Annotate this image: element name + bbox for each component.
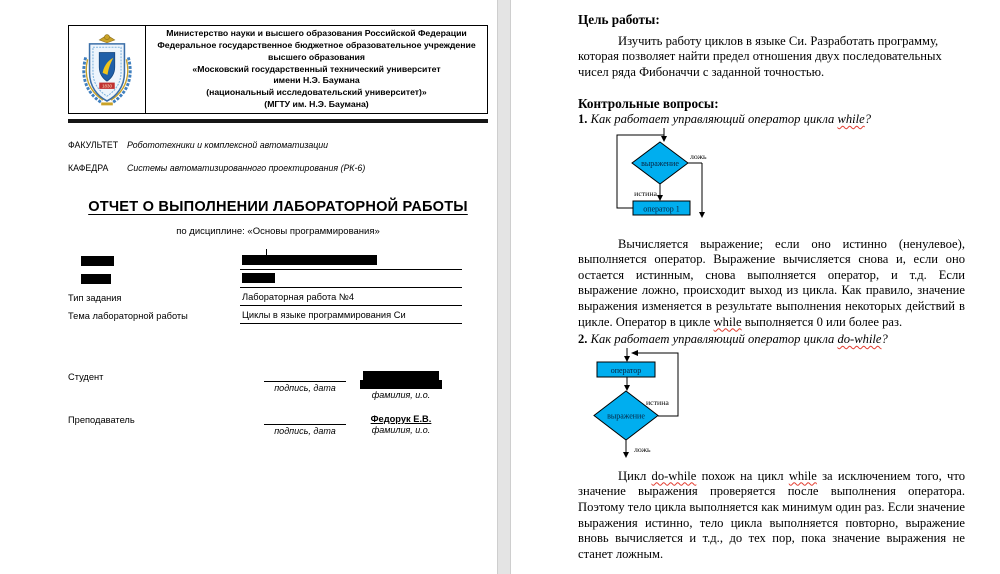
- signature-line-column: [260, 370, 350, 400]
- arrowhead: [661, 136, 667, 142]
- header-line: «Московский государственный технический университет: [192, 63, 441, 74]
- university-header-text: [146, 26, 487, 113]
- field-label: Тип задания: [68, 293, 122, 303]
- signature-caption: подпись, дата: [274, 383, 336, 393]
- signature-line: [264, 370, 346, 382]
- signature-caption: подпись, дата: [274, 426, 336, 436]
- redaction-bar: [363, 371, 439, 380]
- false-label: ложь: [634, 444, 651, 454]
- false-label: ложь: [690, 151, 707, 161]
- goal-paragraph: Изучить работу циклов в языке Си. Разработать программу, которая позволяет найти предел отношения двух последовательных чисел ряда Фибоначчи с заданной точностью.: [578, 33, 942, 79]
- answer-2-paragraph: Цикл do-while похож на цикл while за исключением того, что значение выражения проверяется после выполнения оператора. Поэтому тело цикла выполняется как минимум один раз. Если значение выражения истинно, тело цикла выполняется повторно, выражение вновь вычисляется и т.д., до тех пор, пока значение выражения не станет ложным.: [578, 468, 965, 561]
- true-label: истина: [646, 397, 669, 407]
- assignment-fields-table: [68, 252, 488, 324]
- field-value: Циклы в языке программирования Си: [240, 310, 462, 324]
- table-row: [68, 288, 488, 306]
- question-number: 1.: [578, 111, 588, 126]
- faculty-label: ФАКУЛЬТЕТ: [68, 140, 119, 150]
- spellcheck-word: while: [837, 111, 865, 126]
- signature-row-student: [68, 370, 488, 400]
- arrowhead: [624, 356, 630, 362]
- field-value: Лабораторная работа №4: [240, 292, 462, 306]
- signature-block: [68, 370, 488, 436]
- spellcheck-word: do-while: [837, 332, 882, 347]
- table-row: [68, 252, 488, 270]
- faculty-row: [68, 140, 488, 150]
- arrowhead: [623, 452, 629, 458]
- goal-heading: Цель работы:: [578, 12, 660, 27]
- department-row: [68, 163, 488, 173]
- spellcheck-word: do-while: [651, 468, 697, 483]
- arrowhead: [657, 195, 663, 201]
- signature-role: Преподаватель: [68, 415, 135, 425]
- spellcheck-word: while: [788, 468, 817, 483]
- arrowhead: [624, 385, 630, 391]
- name-caption: фамилия, и.о.: [371, 390, 431, 400]
- flowchart-do-while: [590, 348, 965, 460]
- signature-line: [264, 413, 346, 425]
- header-line: имени Н.Э. Баумана: [273, 75, 360, 86]
- redaction-bar: [242, 273, 275, 283]
- document-page-1[interactable]: [0, 0, 497, 574]
- table-row: [68, 270, 488, 288]
- redaction-bar: [81, 274, 111, 284]
- document-page-2[interactable]: [511, 0, 1000, 574]
- name-caption: фамилия, и.о.: [371, 425, 431, 435]
- department-value: Системы автоматизированного проектирования (РК-6): [127, 163, 366, 173]
- spellcheck-word: while: [713, 314, 742, 329]
- signature-line-column: [260, 413, 350, 436]
- page-gap: [497, 0, 511, 574]
- redaction-bar: [81, 256, 114, 266]
- emblem-year: 1830: [102, 83, 112, 89]
- flowchart-while: [610, 128, 965, 223]
- signature-row-teacher: [68, 413, 488, 436]
- title-page: [0, 0, 497, 436]
- university-header-box: [68, 25, 488, 114]
- header-line: Федеральное государственное бюджетное образовательное учреждение: [157, 39, 476, 50]
- questions-heading: Контрольные вопросы:: [578, 96, 719, 112]
- diamond-label: выражение: [607, 411, 645, 421]
- teacher-name: Федорук Е.В.: [370, 414, 432, 424]
- discipline-subtitle: по дисциплине: «Основы программирования»: [176, 226, 380, 237]
- process-label: оператор 1: [643, 204, 680, 214]
- field-value-redacted: [240, 255, 462, 270]
- diamond-label: выражение: [641, 158, 679, 168]
- question-2: 2. Как работает управляющий оператор цикла do-while?: [578, 332, 888, 347]
- true-label: истина: [634, 188, 657, 198]
- header-divider: [68, 119, 488, 123]
- header-line: (национальный исследовательский университет)»: [206, 87, 427, 98]
- report-body: [511, 0, 1000, 562]
- process-label: оператор: [610, 365, 642, 375]
- bmstu-emblem-icon: [76, 30, 138, 110]
- field-label: Тема лабораторной работы: [68, 311, 188, 321]
- question-1: 1. Как работает управляющий оператор цикла while?: [578, 111, 872, 126]
- field-value-redacted: [240, 273, 462, 288]
- signature-name-column: [357, 413, 445, 436]
- report-title: ОТЧЕТ О ВЫПОЛНЕНИИ ЛАБОРАТОРНОЙ РАБОТЫ: [88, 199, 468, 215]
- student-name-redacted: [357, 370, 445, 389]
- field-label-redacted: [68, 274, 240, 288]
- faculty-value: Робототехники и комплексной автоматизации: [127, 140, 329, 150]
- text-cursor: [266, 249, 267, 259]
- header-line: высшего образования: [268, 51, 365, 62]
- redaction-bar: [360, 380, 442, 389]
- question-number: 2.: [578, 332, 588, 347]
- header-line: (МГТУ им. Н.Э. Баумана): [264, 99, 369, 110]
- field-label-redacted: [68, 256, 240, 270]
- answer-1-paragraph: Вычисляется выражение; если оно истинно (ненулевое), выполняется оператор. Выражение вычисляется снова и, если оно остается истинным, снова выполняется оператор, и т.д. Если выражение ложно, происходит выход из цикла. Как правило, значение выражения изменяется в результате выполнения некоторых действий в цикле. Оператор в цикле while выполняется 0 или более раз.: [578, 236, 965, 329]
- department-label: КАФЕДРА: [68, 163, 109, 173]
- signature-role: Студент: [68, 372, 104, 382]
- flowchart-do-while-svg: [590, 348, 686, 460]
- arrowhead: [631, 350, 638, 356]
- redaction-bar: [242, 255, 377, 265]
- table-row: [68, 306, 488, 324]
- arrowhead: [699, 212, 705, 218]
- flowchart-while-svg: [610, 128, 716, 223]
- header-line: Министерство науки и высшего образования Российской Федерации: [166, 27, 467, 38]
- signature-name-column: [357, 370, 445, 400]
- emblem-cell: [69, 26, 146, 113]
